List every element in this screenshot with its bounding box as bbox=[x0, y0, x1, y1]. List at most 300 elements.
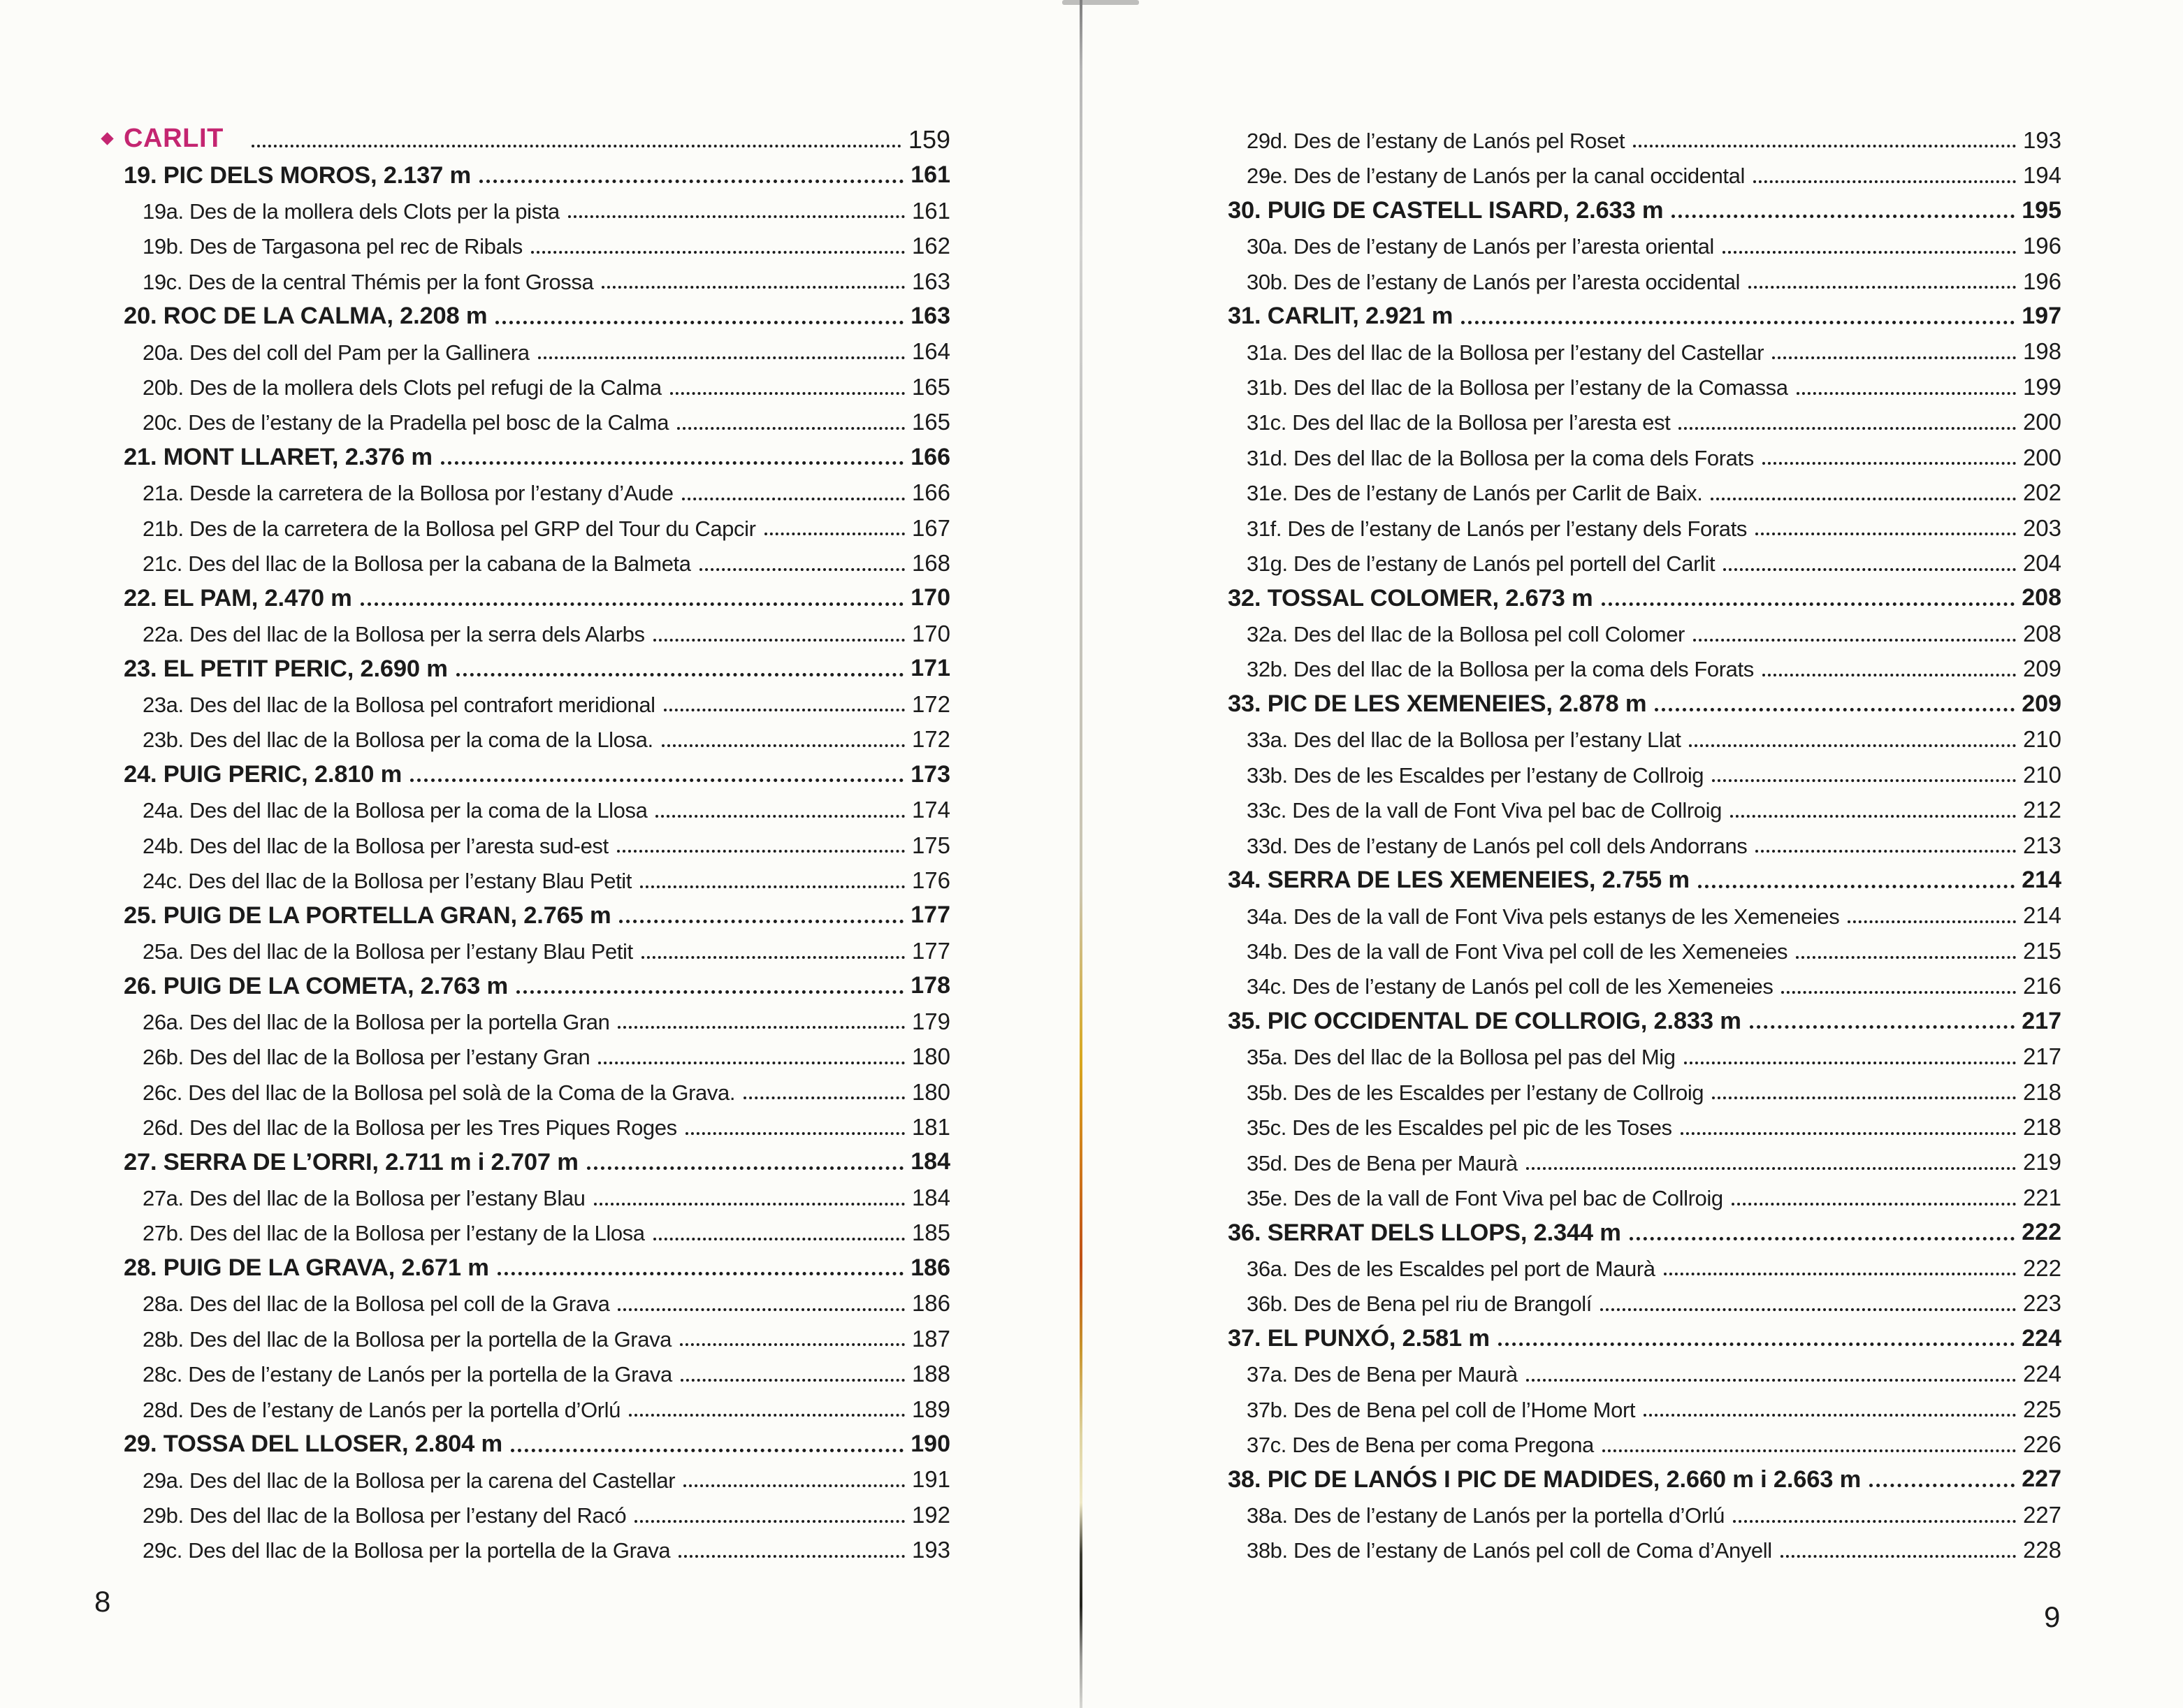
entry-page-number: 198 bbox=[2022, 338, 2061, 365]
entry-page-number: 210 bbox=[2022, 761, 2061, 788]
entry-page-number: 221 bbox=[2022, 1184, 2061, 1210]
entry-page-number: 219 bbox=[2022, 1149, 2061, 1175]
entry-page-number: 199 bbox=[2022, 373, 2061, 400]
dot-leader bbox=[640, 885, 905, 888]
entry-title: 37a. Des de Bena per Maurà bbox=[1247, 1362, 1518, 1387]
dot-leader bbox=[686, 1132, 905, 1135]
entry-page-number: 170 bbox=[911, 584, 950, 611]
toc-route-entry bbox=[124, 470, 950, 505]
toc-route-entry bbox=[124, 611, 950, 646]
entry-page-number: 164 bbox=[911, 338, 950, 365]
toc-route-entry bbox=[124, 329, 950, 364]
entry-page-number: 209 bbox=[2022, 690, 2061, 717]
toc-route-entry bbox=[1228, 1104, 2061, 1139]
dot-leader bbox=[1762, 462, 2016, 465]
entry-title: 34a. Des de la vall de Font Viva pels estanys de les Xemeneies bbox=[1247, 904, 1840, 929]
entry-page-number: 177 bbox=[911, 937, 950, 964]
dot-leader bbox=[1730, 815, 2016, 818]
entry-title: 29c. Des del llac de la Bollosa per la portella de la Grava bbox=[143, 1538, 671, 1563]
dot-leader bbox=[1748, 286, 2016, 289]
dot-leader bbox=[1698, 885, 2015, 888]
entry-page-number: 176 bbox=[911, 867, 950, 893]
dot-leader bbox=[1762, 674, 2016, 676]
dot-leader bbox=[1723, 568, 2016, 571]
entry-title: 31f. Des de l’estany de Lanós per l’estany dels Forats bbox=[1247, 516, 1747, 541]
dot-leader bbox=[1600, 1308, 2016, 1311]
entry-title: 36a. Des de les Escaldes pel port de Maurà bbox=[1247, 1256, 1655, 1281]
dot-leader bbox=[1712, 1097, 2016, 1099]
entry-title: 31b. Des del llac de la Bollosa per l’estany de la Comassa bbox=[1247, 375, 1788, 400]
entry-title: 28. PUIG DE LA GRAVA, 2.671 m bbox=[124, 1254, 489, 1282]
toc-route-entry bbox=[124, 999, 950, 1034]
entry-title: 21. MONT LLARET, 2.376 m bbox=[124, 444, 433, 471]
entry-page-number: 196 bbox=[2022, 233, 2061, 259]
entry-title: 29. TOSSA DEL LLOSER, 2.804 m bbox=[124, 1431, 502, 1458]
toc-peak-entry bbox=[1228, 1316, 2061, 1351]
dot-leader bbox=[664, 709, 905, 711]
entry-title: 23a. Des del llac de la Bollosa pel contrafort meridional bbox=[143, 692, 655, 717]
dot-leader bbox=[653, 1238, 905, 1240]
entry-page-number: 161 bbox=[911, 197, 950, 224]
dot-leader bbox=[618, 1026, 904, 1029]
dot-leader bbox=[587, 1166, 904, 1170]
entry-title: 27b. Des del llac de la Bollosa per l’estany de la Llosa bbox=[143, 1221, 645, 1246]
entry-page-number: 175 bbox=[911, 832, 950, 858]
dot-leader bbox=[1664, 1273, 2016, 1275]
entry-page-number: 163 bbox=[911, 302, 950, 329]
entry-title: 32b. Des del llac de la Bollosa per la coma dels Forats bbox=[1247, 657, 1754, 682]
dot-leader bbox=[618, 1308, 904, 1311]
dot-leader bbox=[1526, 1167, 2016, 1170]
entry-page-number: 165 bbox=[911, 409, 950, 435]
dot-leader bbox=[1755, 850, 2016, 853]
dot-leader bbox=[516, 990, 904, 994]
entry-title: 21a. Desde la carretera de la Bollosa por l’estany d’Aude bbox=[143, 481, 674, 506]
toc-route-entry bbox=[1228, 329, 2061, 364]
dot-leader bbox=[1633, 145, 2016, 147]
entry-page-number: 214 bbox=[2022, 902, 2061, 929]
toc-route-entry bbox=[124, 928, 950, 963]
entry-page-number: 210 bbox=[2022, 726, 2061, 753]
entry-page-number: 218 bbox=[2022, 1078, 2061, 1105]
toc-route-entry bbox=[1228, 1140, 2061, 1175]
dot-leader bbox=[617, 850, 905, 853]
dot-leader bbox=[1723, 251, 2016, 254]
entry-page-number: 186 bbox=[911, 1290, 950, 1317]
toc-route-entry bbox=[124, 1316, 950, 1351]
entry-title: 19b. Des de Targasona pel rec de Ribals bbox=[143, 234, 523, 259]
toc-peak-entry bbox=[1228, 1457, 2061, 1492]
toc-route-entry bbox=[1228, 823, 2061, 857]
entry-title: 34b. Des de la vall de Font Viva pel coll de les Xemeneies bbox=[1247, 939, 1788, 964]
entry-title: 35. PIC OCCIDENTAL DE COLLROIG, 2.833 m bbox=[1228, 1008, 1741, 1035]
entry-page-number: 227 bbox=[2022, 1465, 2061, 1493]
toc-route-entry bbox=[124, 1280, 950, 1315]
entry-title: 31. CARLIT, 2.921 m bbox=[1228, 303, 1453, 330]
entry-title: 27. SERRA DE L’ORRI, 2.711 m i 2.707 m bbox=[124, 1148, 579, 1175]
entry-title: 31a. Des del llac de la Bollosa per l’estany del Castellar bbox=[1247, 340, 1764, 365]
toc-route-entry bbox=[124, 1034, 950, 1069]
entry-page-number: 208 bbox=[2022, 620, 2061, 646]
dot-leader bbox=[699, 568, 905, 571]
toc-route-entry bbox=[1228, 1351, 2061, 1386]
entry-page-number: 208 bbox=[2022, 584, 2061, 611]
entry-page-number: 209 bbox=[2022, 656, 2061, 682]
entry-title: 29d. Des de l’estany de Lanós pel Roset bbox=[1247, 128, 1625, 153]
entry-page-number: 215 bbox=[2022, 937, 2061, 964]
entry-title: 23b. Des del llac de la Bollosa per la coma de la Llosa. bbox=[143, 728, 653, 753]
entry-title: 28b. Des del llac de la Bollosa per la portella de la Grava bbox=[143, 1326, 672, 1352]
entry-title: 29a. Des del llac de la Bollosa per la carena del Castellar bbox=[143, 1468, 676, 1493]
toc-route-entry bbox=[1228, 752, 2061, 787]
entry-title: 26c. Des del llac de la Bollosa pel solà de la Coma de la Grava. bbox=[143, 1080, 736, 1105]
entry-page-number: 185 bbox=[911, 1220, 950, 1246]
toc-route-entry bbox=[124, 716, 950, 751]
dot-leader bbox=[1712, 779, 2016, 782]
entry-page-number: 174 bbox=[911, 797, 950, 823]
toc-peak-entry bbox=[124, 1140, 950, 1175]
entry-page-number: 212 bbox=[2022, 797, 2061, 823]
entry-title: 24. PUIG PERIC, 2.810 m bbox=[124, 761, 402, 788]
entry-title: 27a. Des del llac de la Bollosa per l’estany Blau bbox=[143, 1186, 586, 1211]
toc-route-entry bbox=[124, 1457, 950, 1492]
toc-route-entry bbox=[1228, 1528, 2061, 1563]
toc-route-entry bbox=[124, 400, 950, 435]
toc-route-entry bbox=[1228, 1387, 2061, 1421]
entry-title: 34c. Des de l’estany de Lanós pel coll de les Xemeneies bbox=[1247, 974, 1774, 999]
toc-peak-entry bbox=[124, 1421, 950, 1456]
entry-title: 35e. Des de la vall de Font Viva pel bac de Collroig bbox=[1247, 1186, 1723, 1211]
entry-title: 33c. Des de la vall de Font Viva pel bac de Collroig bbox=[1247, 798, 1722, 823]
toc-peak-entry bbox=[124, 435, 950, 470]
entry-title: 37b. Des de Bena pel coll de l’Home Mort bbox=[1247, 1397, 1636, 1422]
dot-leader bbox=[511, 1449, 904, 1452]
toc-peak-entry bbox=[1228, 681, 2061, 716]
entry-page-number: 200 bbox=[2022, 444, 2061, 470]
toc-peak-entry bbox=[1228, 1210, 2061, 1245]
entry-page-number: 216 bbox=[2022, 973, 2061, 999]
dot-leader bbox=[495, 321, 904, 324]
entry-page-number: 213 bbox=[2022, 832, 2061, 858]
dot-leader bbox=[498, 1272, 904, 1275]
toc-peak-entry bbox=[124, 294, 950, 328]
dot-leader bbox=[1684, 1062, 2016, 1064]
entry-title: 19c. Des de la central Thémis per la font Grossa bbox=[143, 269, 594, 294]
gutter-top-shadow bbox=[1062, 0, 1139, 5]
toc-route-entry bbox=[1228, 1245, 2061, 1280]
entry-title: 26. PUIG DE LA COMETA, 2.763 m bbox=[124, 972, 508, 999]
entry-page-number: 200 bbox=[2022, 409, 2061, 435]
entry-page-number: 159 bbox=[908, 124, 950, 154]
dot-leader bbox=[634, 1520, 905, 1523]
entry-title: 33b. Des de les Escaldes per l’estany de Collroig bbox=[1247, 762, 1704, 788]
dot-leader bbox=[1796, 956, 2016, 959]
dot-leader bbox=[1526, 1379, 2016, 1382]
dot-leader bbox=[1781, 991, 2015, 994]
dot-leader bbox=[594, 1203, 905, 1206]
entry-title: 19a. Des de la mollera dels Clots per la pista bbox=[143, 198, 560, 224]
dot-leader bbox=[479, 180, 904, 183]
toc-route-entry bbox=[1228, 152, 2061, 187]
entry-page-number: 217 bbox=[2022, 1007, 2061, 1034]
entry-title: 32a. Des del llac de la Bollosa pel coll Colomer bbox=[1247, 622, 1685, 647]
toc-route-entry bbox=[124, 505, 950, 540]
entry-title: 24a. Des del llac de la Bollosa per la coma de la Llosa bbox=[143, 798, 648, 823]
dot-leader bbox=[1498, 1342, 2015, 1346]
toc-peak-entry bbox=[124, 1245, 950, 1280]
dot-leader bbox=[1644, 1414, 2016, 1417]
dot-leader bbox=[1689, 744, 2015, 747]
entry-page-number: 184 bbox=[911, 1148, 950, 1175]
toc-route-entry bbox=[124, 1175, 950, 1210]
dot-leader bbox=[641, 956, 905, 959]
book-gutter-line bbox=[1080, 0, 1082, 1708]
toc-right-page bbox=[1228, 117, 2061, 1563]
toc-peak-entry bbox=[124, 752, 950, 787]
toc-route-entry bbox=[124, 223, 950, 258]
entry-title: 38a. Des de l’estany de Lanós per la portella d’Orlú bbox=[1247, 1503, 1725, 1528]
dot-leader bbox=[1693, 639, 2016, 642]
entry-page-number: 167 bbox=[911, 514, 950, 541]
toc-route-entry bbox=[1228, 470, 2061, 505]
toc-peak-entry bbox=[124, 152, 950, 187]
dot-leader bbox=[602, 286, 905, 289]
entry-page-number: 222 bbox=[2022, 1254, 2061, 1281]
dot-leader bbox=[680, 1343, 905, 1346]
entry-title: 23. EL PETIT PERIC, 2.690 m bbox=[124, 655, 448, 682]
entry-title: 29e. Des de l’estany de Lanós per la canal occidental bbox=[1247, 164, 1745, 189]
entry-title: 24b. Des del llac de la Bollosa per l’aresta sud-est bbox=[143, 833, 609, 858]
dot-leader bbox=[1750, 1025, 2015, 1029]
entry-title: 22. EL PAM, 2.470 m bbox=[124, 584, 352, 611]
entry-page-number: 203 bbox=[2022, 514, 2061, 541]
entry-title: 30a. Des de l’estany de Lanós per l’aresta oriental bbox=[1247, 234, 1714, 259]
entry-page-number: 161 bbox=[911, 161, 950, 189]
toc-route-entry bbox=[1228, 223, 2061, 258]
entry-page-number: 179 bbox=[911, 1008, 950, 1034]
entry-page-number: 217 bbox=[2022, 1043, 2061, 1070]
entry-page-number: 214 bbox=[2022, 866, 2061, 893]
entry-page-number: 172 bbox=[911, 726, 950, 753]
entry-title: CARLIT bbox=[124, 123, 224, 153]
entry-page-number: 218 bbox=[2022, 1114, 2061, 1141]
dot-leader bbox=[441, 461, 904, 465]
entry-page-number: 180 bbox=[911, 1043, 950, 1070]
toc-route-entry bbox=[124, 1104, 950, 1139]
entry-page-number: 193 bbox=[911, 1537, 950, 1563]
dot-leader bbox=[1755, 533, 2016, 535]
entry-page-number: 197 bbox=[2022, 302, 2061, 329]
entry-page-number: 180 bbox=[911, 1078, 950, 1105]
toc-route-entry bbox=[124, 540, 950, 575]
dot-leader bbox=[531, 251, 905, 254]
toc-route-entry bbox=[1228, 646, 2061, 681]
entry-page-number: 226 bbox=[2022, 1431, 2061, 1457]
entry-page-number: 165 bbox=[911, 373, 950, 400]
dot-leader bbox=[682, 498, 905, 500]
dot-leader bbox=[568, 215, 905, 218]
dot-leader bbox=[1772, 356, 2016, 359]
entry-page-number: 192 bbox=[911, 1501, 950, 1528]
toc-route-entry bbox=[124, 188, 950, 223]
entry-page-number: 224 bbox=[2022, 1361, 2061, 1387]
toc-route-entry bbox=[124, 823, 950, 857]
toc-route-entry bbox=[1228, 435, 2061, 470]
dot-leader bbox=[744, 1097, 905, 1099]
toc-route-entry bbox=[124, 1069, 950, 1104]
toc-route-entry bbox=[1228, 1175, 2061, 1210]
toc-peak-entry bbox=[124, 893, 950, 928]
entry-page-number: 173 bbox=[911, 760, 950, 788]
entry-page-number: 166 bbox=[911, 479, 950, 506]
entry-title: 32. TOSSAL COLOMER, 2.673 m bbox=[1228, 584, 1593, 611]
entry-page-number: 168 bbox=[911, 550, 950, 577]
toc-route-entry bbox=[1228, 540, 2061, 575]
toc-route-entry bbox=[1228, 117, 2061, 152]
toc-route-entry bbox=[124, 364, 950, 399]
dot-leader bbox=[1602, 1449, 2016, 1452]
toc-route-entry bbox=[124, 681, 950, 716]
entry-title: 28c. Des de l’estany de Lanós per la portella de la Grava bbox=[143, 1362, 672, 1387]
entry-title: 20c. Des de l’estany de la Pradella pel bosc de la Calma bbox=[143, 410, 669, 435]
entry-title: 24c. Des del llac de la Bollosa per l’estany Blau Petit bbox=[143, 869, 632, 894]
entry-title: 28d. Des de l’estany de Lanós per la portella d’Orlú bbox=[143, 1397, 621, 1422]
dot-leader bbox=[410, 779, 904, 782]
toc-route-entry bbox=[1228, 1034, 2061, 1069]
entry-page-number: 163 bbox=[911, 268, 950, 294]
entry-page-number: 222 bbox=[2022, 1219, 2061, 1246]
toc-route-entry bbox=[124, 1210, 950, 1245]
dot-leader bbox=[670, 392, 905, 395]
toc-route-entry bbox=[1228, 1280, 2061, 1315]
toc-peak-entry bbox=[124, 646, 950, 681]
entry-title: 36b. Des de Bena pel riu de Brangolí bbox=[1247, 1291, 1592, 1317]
entry-title: 26d. Des del llac de la Bollosa per les Tres Piques Roges bbox=[143, 1115, 677, 1141]
toc-route-entry bbox=[1228, 364, 2061, 399]
entry-page-number: 177 bbox=[911, 902, 950, 929]
dot-leader bbox=[653, 639, 905, 642]
entry-page-number: 181 bbox=[911, 1114, 950, 1141]
toc-peak-entry bbox=[1228, 857, 2061, 892]
toc-peak-entry bbox=[1228, 999, 2061, 1034]
entry-title: 25a. Des del llac de la Bollosa per l’estany Blau Petit bbox=[143, 939, 633, 964]
toc-route-entry bbox=[1228, 716, 2061, 751]
dot-leader bbox=[677, 427, 905, 430]
dot-leader bbox=[252, 145, 901, 147]
toc-route-entry bbox=[124, 1528, 950, 1563]
dot-leader bbox=[1602, 602, 2015, 606]
toc-route-entry bbox=[1228, 1069, 2061, 1104]
entry-page-number: 186 bbox=[911, 1254, 950, 1281]
entry-page-number: 204 bbox=[2022, 550, 2061, 577]
dot-leader bbox=[1678, 427, 2016, 430]
entry-title: 29b. Des del llac de la Bollosa per l’estany del Racó bbox=[143, 1503, 627, 1528]
dot-leader bbox=[1732, 1203, 2016, 1206]
dot-leader bbox=[538, 356, 905, 359]
dot-leader bbox=[1655, 708, 2015, 711]
toc-route-entry bbox=[124, 1387, 950, 1421]
toc-route-entry bbox=[1228, 400, 2061, 435]
entry-title: 33. PIC DE LES XEMENEIES, 2.878 m bbox=[1228, 690, 1647, 718]
entry-page-number: 184 bbox=[911, 1184, 950, 1210]
toc-route-entry bbox=[124, 259, 950, 294]
toc-route-entry bbox=[1228, 259, 2061, 294]
dot-leader bbox=[1681, 1132, 2016, 1135]
toc-route-entry bbox=[1228, 505, 2061, 540]
entry-title: 35d. Des de Bena per Maurà bbox=[1247, 1150, 1518, 1175]
entry-title: 37c. Des de Bena per coma Pregona bbox=[1247, 1433, 1594, 1458]
entry-title: 35b. Des de les Escaldes per l’estany de Collroig bbox=[1247, 1080, 1704, 1105]
dot-leader bbox=[1461, 321, 2015, 324]
entry-page-number: 172 bbox=[911, 690, 950, 717]
entry-title: 22a. Des del llac de la Bollosa per la serra dels Alarbs bbox=[143, 622, 645, 647]
dot-leader bbox=[655, 815, 904, 818]
entry-title: 26b. Des del llac de la Bollosa per l’estany Gran bbox=[143, 1045, 590, 1070]
toc-route-entry bbox=[1228, 928, 2061, 963]
right-page-number: 9 bbox=[2044, 1600, 2061, 1633]
dot-leader bbox=[456, 673, 904, 676]
dot-leader bbox=[662, 744, 905, 747]
entry-title: 38. PIC DE LANÓS I PIC DE MADIDES, 2.660 m i 2.663 m bbox=[1228, 1465, 1862, 1493]
entry-title: 31e. Des de l’estany de Lanós per Carlit de Baix. bbox=[1247, 481, 1703, 506]
entry-title: 35a. Des del llac de la Bollosa pel pas del Mig bbox=[1247, 1045, 1676, 1070]
entry-page-number: 225 bbox=[2022, 1396, 2061, 1422]
entry-page-number: 190 bbox=[911, 1430, 950, 1457]
toc-route-entry bbox=[1228, 787, 2061, 822]
toc-route-entry bbox=[1228, 611, 2061, 646]
toc-route-entry bbox=[124, 1351, 950, 1386]
entry-page-number: 227 bbox=[2022, 1501, 2061, 1528]
dot-leader bbox=[1848, 920, 2016, 923]
dot-leader bbox=[1630, 1237, 2015, 1240]
entry-title: 20b. Des de la mollera dels Clots pel refugi de la Calma bbox=[143, 375, 662, 400]
dot-leader bbox=[764, 533, 905, 535]
dot-leader bbox=[681, 1379, 905, 1382]
dot-leader bbox=[1753, 180, 2016, 183]
entry-title: 35c. Des de les Escaldes pel pic de les Toses bbox=[1247, 1115, 1672, 1141]
entry-title: 36. SERRAT DELS LLOPS, 2.344 m bbox=[1228, 1219, 1621, 1246]
entry-title: 33a. Des del llac de la Bollosa per l’estany Llat bbox=[1247, 728, 1681, 753]
toc-route-entry bbox=[1228, 1492, 2061, 1527]
dot-leader bbox=[1733, 1520, 2016, 1523]
entry-title: 31c. Des del llac de la Bollosa per l’aresta est bbox=[1247, 410, 1671, 435]
entry-title: 21b. Des de la carretera de la Bollosa pel GRP del Tour du Capcir bbox=[143, 516, 756, 541]
toc-route-entry bbox=[1228, 1421, 2061, 1456]
chapter-bullet-icon bbox=[101, 133, 113, 145]
entry-title: 19. PIC DELS MOROS, 2.137 m bbox=[124, 161, 471, 189]
toc-peak-entry bbox=[124, 964, 950, 999]
entry-title: 30b. Des de l’estany de Lanós per l’aresta occidental bbox=[1247, 269, 1741, 294]
toc-route-entry bbox=[124, 787, 950, 822]
dot-leader bbox=[1869, 1484, 2015, 1487]
entry-page-number: 194 bbox=[2022, 162, 2061, 189]
entry-page-number: 189 bbox=[911, 1396, 950, 1422]
dot-leader bbox=[598, 1062, 905, 1064]
dot-leader bbox=[679, 1555, 905, 1558]
dot-leader bbox=[1711, 498, 2015, 500]
entry-page-number: 193 bbox=[2022, 126, 2061, 153]
toc-chapter-row bbox=[103, 117, 950, 152]
entry-page-number: 195 bbox=[2022, 196, 2061, 224]
entry-page-number: 162 bbox=[911, 233, 950, 259]
entry-title: 25. PUIG DE LA PORTELLA GRAN, 2.765 m bbox=[124, 902, 611, 929]
dot-leader bbox=[683, 1484, 905, 1487]
entry-page-number: 223 bbox=[2022, 1290, 2061, 1317]
toc-peak-entry bbox=[1228, 188, 2061, 223]
dot-leader bbox=[619, 920, 904, 923]
entry-page-number: 191 bbox=[911, 1466, 950, 1493]
toc-peak-entry bbox=[1228, 576, 2061, 611]
